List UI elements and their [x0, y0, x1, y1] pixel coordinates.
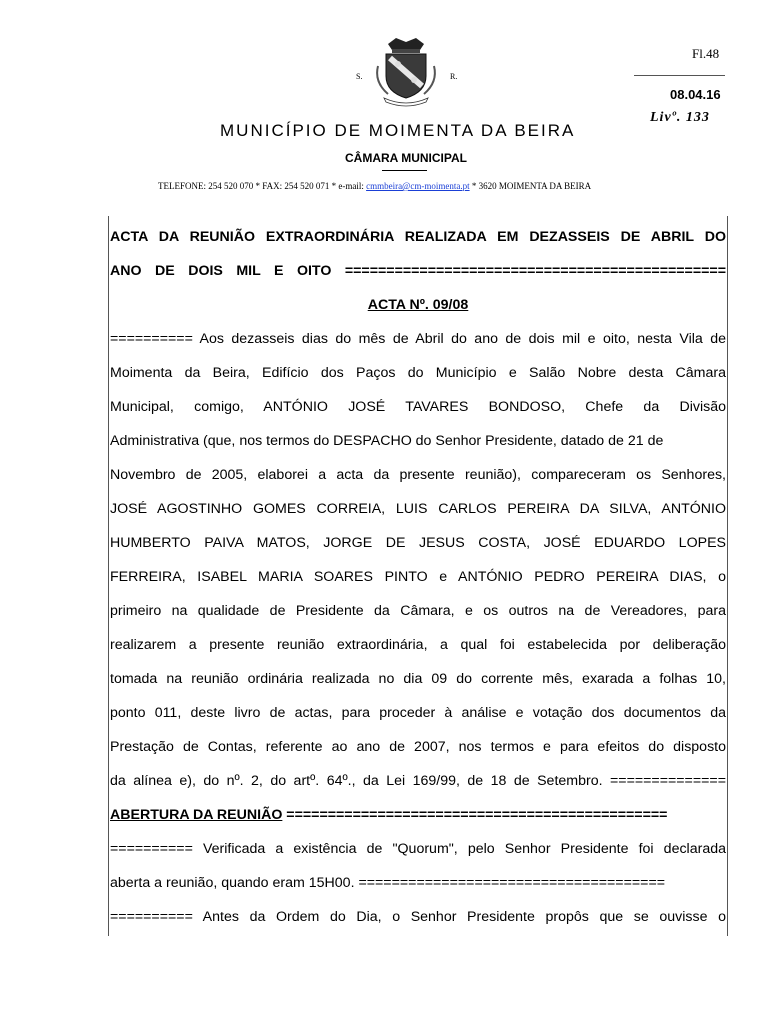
text-line: ========== Antes da Ordem do Dia, o Senhor Presidente propôs que se ouvisse o: [110, 909, 726, 925]
text-line: tomada na reunião ordinária realizada no dia 09 do corrente mês, exarada a folhas 10,: [110, 671, 726, 687]
left-margin-line: [108, 216, 109, 936]
text-line: aberta a reunião, quando eram 15H00. =====================================: [110, 875, 666, 891]
crest-right-letter: R.: [450, 72, 458, 81]
text-line: da alínea e), do nº. 2, do artº. 64º., da Lei 169/99, de 18 de Setembro. ==============: [110, 773, 726, 789]
contact-email-link[interactable]: cmmbeira@cm-moimenta.pt: [366, 181, 470, 191]
text-line: primeiro na qualidade de Presidente da Câmara, e os outros na de Vereadores, para: [110, 603, 726, 619]
text-line: HUMBERTO PAIVA MATOS, JORGE DE JESUS COSTA, JOSÉ EDUARDO LOPES: [110, 535, 726, 551]
contact-address: * 3620 MOIMENTA DA BEIRA: [469, 181, 592, 191]
crest-left-letter: S.: [356, 72, 363, 81]
section-heading-line: [110, 798, 726, 832]
text-line: Moimenta da Beira, Edifício dos Paços do Município e Salão Nobre desta Câmara: [110, 365, 726, 381]
text-line: realizarem a presente reunião extraordinária, a qual foi estabelecida por deliberação: [110, 637, 726, 653]
folio-divider: [634, 75, 725, 76]
text-line: ========== Aos dezasseis dias do mês de Abril do ano de dois mil e oito, nesta Vila de: [110, 331, 726, 347]
text-line: Prestação de Contas, referente ao ano de 2007, nos termos e para efeitos do disposto: [110, 739, 726, 755]
contact-line: [158, 181, 591, 191]
text-line: ========== Verificada a existência de "Quorum", pelo Senhor Presidente foi declarada: [110, 841, 726, 857]
text-line: Municipal, comigo, ANTÓNIO JOSÉ TAVARES BONDOSO, Chefe da Divisão: [110, 399, 726, 415]
text-line: Administrativa (que, nos termos do DESPACHO do Senhor Presidente, datado de 21 de: [110, 433, 664, 449]
minutes-title-line-1: ACTA DA REUNIÃO EXTRAORDINÁRIA REALIZADA EM DEZASSEIS DE ABRIL DO: [110, 229, 726, 245]
minutes-number-line: [110, 288, 726, 322]
text-line: JOSÉ AGOSTINHO GOMES CORREIA, LUIS CARLOS PEREIRA DA SILVA, ANTÓNIO: [110, 501, 726, 517]
minutes-body: [110, 220, 726, 934]
section-heading: ABERTURA DA REUNIÃO: [110, 807, 283, 823]
text-line: Novembro de 2005, elaborei a acta da presente reunião), compareceram os Senhores,: [110, 467, 726, 483]
document-date: 08.04.16: [670, 87, 721, 102]
right-margin-line: [727, 216, 728, 936]
text-line: ponto 011, deste livro de actas, para proceder à análise e votação dos documentos da: [110, 705, 726, 721]
council-title: CÂMARA MUNICIPAL: [345, 151, 467, 165]
contact-phone-fax: TELEFONE: 254 520 070 * FAX: 254 520 071 * e-mail:: [158, 181, 367, 191]
minutes-title-line-2: ANO DE DOIS MIL E OITO ==============================================: [110, 263, 726, 279]
folio-number: Fl.48: [692, 46, 720, 61]
council-title-underline: [382, 170, 427, 171]
text-line: FERREIRA, ISABEL MARIA SOARES PINTO e ANTÓNIO PEDRO PEREIRA DIAS, o: [110, 569, 726, 585]
minutes-number: ACTA Nº. 09/08: [367, 297, 469, 313]
book-number: Livº. 133: [650, 110, 710, 125]
municipal-crest-logo: [370, 36, 442, 108]
municipality-title: MUNICÍPIO DE MOIMENTA DA BEIRA: [220, 121, 576, 140]
section-heading-fill: ==============================================: [282, 807, 668, 823]
